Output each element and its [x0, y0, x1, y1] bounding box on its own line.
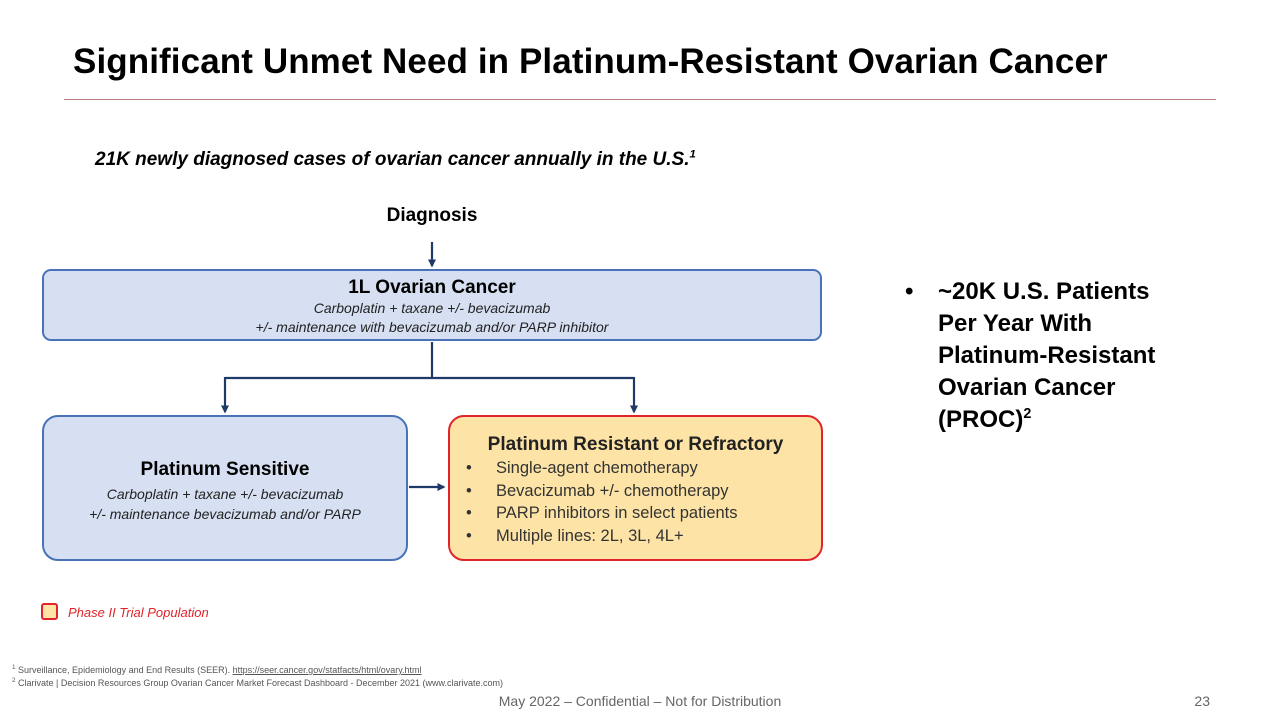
- list-item-text: Multiple lines: 2L, 3L, 4L+: [496, 526, 684, 545]
- bullet-dot: •: [466, 459, 472, 477]
- footnote-1-mark: 1: [12, 664, 16, 671]
- platinum-resistant-heading: Platinum Resistant or Refractory: [487, 434, 784, 455]
- key-point-line-3: Platinum-Resistant: [938, 342, 1156, 369]
- bullet-dot: •: [905, 278, 914, 305]
- list-item-text: Bevacizumab +/- chemotherapy: [496, 481, 729, 500]
- key-point-footnote-ref: 2: [1023, 406, 1032, 422]
- slide-title: Significant Unmet Need in Platinum-Resistant Ovarian Cancer: [73, 42, 1108, 81]
- key-point-proc: (PROC): [938, 406, 1024, 433]
- bullet-dot: •: [466, 526, 472, 545]
- platinum-sensitive-heading: Platinum Sensitive: [140, 459, 310, 480]
- platinum-resistant-list: [450, 457, 821, 547]
- list-item-text: PARP inhibitors in select patients: [496, 504, 738, 522]
- key-point-text: [938, 276, 1235, 436]
- first-line-box: [42, 269, 822, 341]
- footer-confidential: May 2022 – Confidential – Not for Distribution: [498, 693, 782, 709]
- platinum-sensitive-treatment: [44, 484, 406, 524]
- bullet-dot: •: [466, 481, 472, 500]
- key-point-line-1: ~20K U.S. Patients: [938, 278, 1150, 305]
- platinum-sensitive-box: [42, 415, 408, 561]
- footnote-1: [12, 664, 422, 675]
- platinum-resistant-box: [448, 415, 823, 561]
- legend-label: Phase II Trial Population: [68, 605, 209, 620]
- list-item-text: Single-agent chemotherapy: [496, 459, 698, 477]
- list-item: [450, 480, 821, 503]
- page-number: 23: [1194, 693, 1210, 709]
- first-line-heading: 1L Ovarian Cancer: [348, 277, 516, 298]
- key-point-bullet: [905, 276, 1235, 436]
- bullet-dot: •: [466, 504, 472, 522]
- list-item: [450, 525, 821, 548]
- footnote-2: [12, 677, 503, 688]
- footnote-1-text: Surveillance, Epidemiology and End Results (SEER).: [18, 665, 233, 675]
- key-point-line-4: Ovarian Cancer: [938, 374, 1116, 401]
- list-item: [450, 457, 821, 480]
- footnote-1-link[interactable]: https://seer.cancer.gov/statfacts/html/ovary.html: [232, 665, 422, 675]
- diagnosis-label: Diagnosis: [386, 205, 478, 226]
- subtitle-footnote-ref: 1: [689, 148, 696, 161]
- first-line-treatment-1: Carboplatin + taxane +/- bevacizumab: [313, 300, 551, 316]
- key-point-line-2: Per Year With: [938, 310, 1093, 337]
- legend-swatch: [41, 603, 58, 620]
- subtitle-text: 21K newly diagnosed cases of ovarian cancer annually in the U.S.: [95, 149, 690, 170]
- platinum-sensitive-treatment-1: Carboplatin + taxane +/- bevacizumab: [106, 486, 344, 502]
- footnote-2-mark: 2: [12, 677, 16, 684]
- list-item: [450, 502, 821, 525]
- platinum-sensitive-treatment-2: +/- maintenance bevacizumab and/or PARP: [89, 506, 361, 522]
- first-line-treatment-2: +/- maintenance with bevacizumab and/or PARP inhibitor: [255, 319, 609, 335]
- footnote-2-text: Clarivate | Decision Resources Group Ovarian Cancer Market Forecast Dashboard - December 2021 (www.clarivate.com): [18, 678, 504, 688]
- key-point-line-5: [938, 404, 1235, 436]
